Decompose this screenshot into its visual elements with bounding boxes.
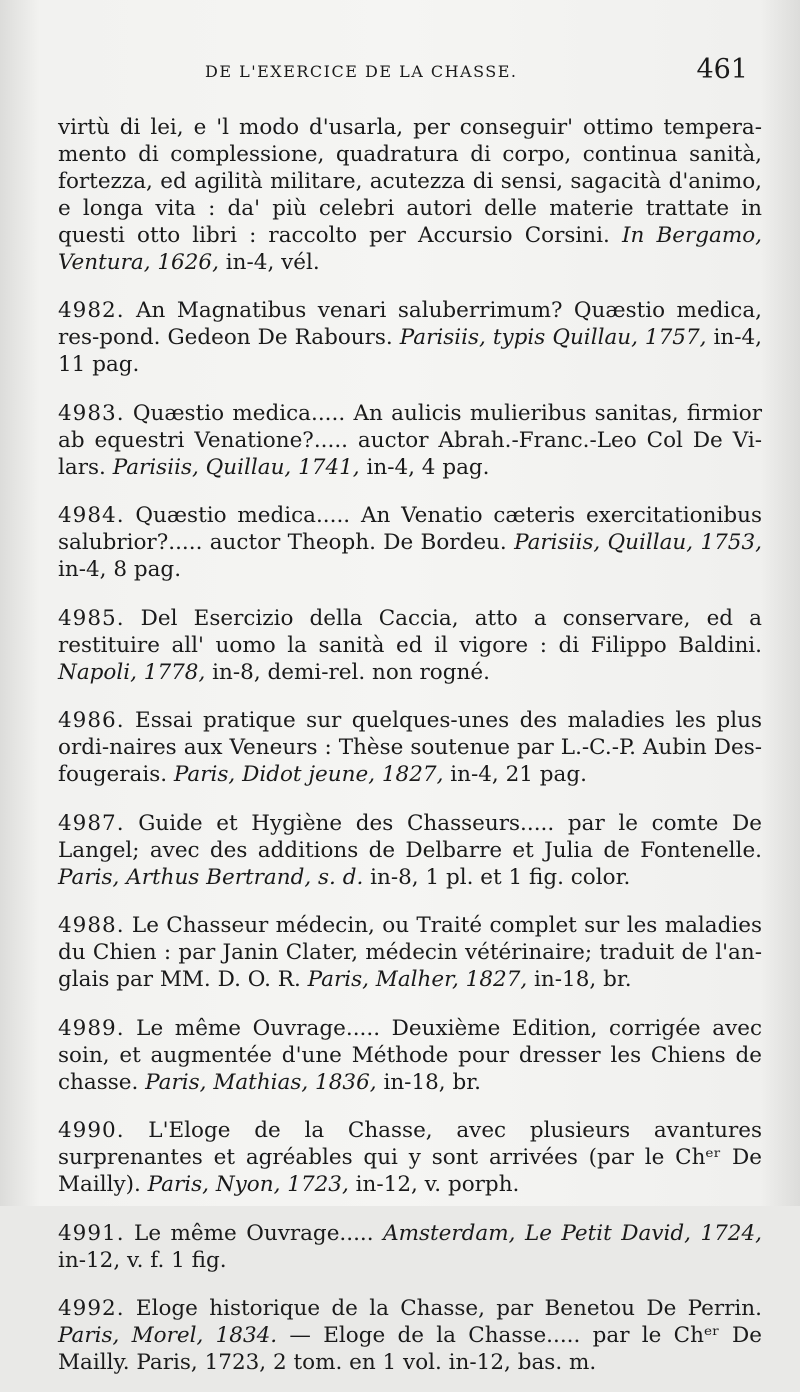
entry-tail: — Eloge de la Chasse..... par le Chᵉʳ De Mailly. Paris, 1723, 2 tom. en 1 vol. in-12, bas. m. — [58, 1323, 762, 1375]
entry-text: Guide et Hygiène des Chasseurs..... par le comte De Langel; avec des additions de Delbarre et Julia de Fontenelle. — [58, 810, 762, 863]
entry-tail: in-4, 8 pag. — [58, 557, 182, 582]
entry-imprint: Parisiis, Quillau, 1741, — [112, 454, 360, 480]
page-number: 461 — [696, 54, 748, 85]
entry-imprint: Napoli, 1778, — [58, 659, 206, 685]
entry-number: 4988. — [58, 913, 125, 938]
entry-imprint: Paris, Nyon, 1723, — [147, 1172, 349, 1197]
entry-tail: in-4, vél. — [218, 249, 320, 275]
catalogue-entry — [58, 1015, 762, 1096]
entry-imprint: Paris, Mathias, 1836, — [145, 1069, 377, 1095]
entry-number: 4984. — [58, 503, 125, 528]
entry-imprint: Amsterdam, Le Petit David, 1724, — [383, 1220, 762, 1246]
catalogue-entry — [58, 810, 762, 891]
catalogue-entry — [58, 502, 762, 583]
entry-tail: in-12, v. porph. — [348, 1172, 520, 1197]
entry-number: 4992. — [58, 1296, 125, 1321]
catalogue-entry — [58, 114, 762, 276]
entry-tail: in-4, 11 pag. — [58, 325, 762, 377]
entry-text: Le Chasseur médecin, ou Traité complet sur les maladies du Chien : par Janin Clater, médecin vétérinaire; traduit de l'an-glais par MM. D. O. R. — [58, 913, 762, 992]
entry-imprint: Paris, Morel, 1834. — [58, 1323, 278, 1348]
entry-tail: in-18, br. — [527, 967, 632, 992]
entry-text: Le même Ouvrage..... — [124, 1220, 384, 1246]
entry-number: 4987. — [58, 810, 125, 836]
entry-text: Del Esercizio della Caccia, atto a conservare, ed a restituire all' uomo la sanità ed il vigore : di Filippo Baldini. — [58, 605, 762, 658]
entry-text: virtù di lei, e 'l modo d'usarla, per conseguir' ottimo tempera-mento di complessione, quadratura di corpo, continua sanità, fortezza, ed agilità militare, acutezza di sensi, sagacità d'animo, e longa vita : da' più celebri autori delle materie trattate in questi otto libri : raccolto per Accursio Corsini. — [58, 114, 762, 248]
entry-imprint: In Bergamo, Ventura, 1626, — [58, 222, 762, 275]
catalogue-entry — [58, 1220, 762, 1274]
entry-text: Quæstio medica..... An aulicis mulieribus sanitas, firmior ab equestri Venatione?..... auctor Abrah.-Franc.-Leo Col De Vi-lars. — [58, 400, 762, 480]
entry-text: Eloge historique de la Chasse, par Benetou De Perrin. — [124, 1296, 762, 1321]
entry-number: 4982. — [58, 298, 125, 323]
entry-imprint: Paris, Arthus Bertrand, s. d. — [58, 864, 364, 890]
entry-tail: in-12, v. f. 1 fig. — [58, 1247, 227, 1273]
entry-text: Le même Ouvrage..... Deuxième Edition, corrigée avec soin, et augmentée d'une Méthode pour dresser les Chiens de chasse. — [58, 1015, 762, 1095]
entry-imprint: Parisiis, Quillau, 1753, — [514, 530, 762, 555]
entry-number: 4983. — [58, 400, 125, 426]
catalogue-entry — [58, 1295, 762, 1376]
entry-text: L'Eloge de la Chasse, avec plusieurs avantures surprenantes et agréables qui y sont arrivées (par le Chᵉʳ De Mailly). — [58, 1118, 762, 1197]
running-title: DE L'EXERCICE DE LA CHASSE. — [205, 62, 518, 81]
catalogue-entry — [58, 912, 762, 993]
entry-number: 4986. — [58, 708, 125, 733]
catalogue-entry — [58, 605, 762, 686]
entry-tail: in-4, 21 pag. — [443, 762, 587, 787]
catalogue-entry — [58, 707, 762, 788]
running-head — [0, 54, 800, 88]
entry-tail: in-8, demi-rel. non rogné. — [205, 659, 490, 685]
entry-number: 4991. — [58, 1220, 125, 1246]
entry-tail: in-8, 1 pl. et 1 fig. color. — [363, 864, 631, 890]
entry-tail: in-4, 4 pag. — [359, 454, 490, 480]
entry-imprint: Paris, Didot jeune, 1827, — [173, 762, 444, 787]
entry-text: Quæstio medica..... An Venatio cæteris exercitationibus salubrior?..... auctor Theoph. De Bordeu. — [58, 503, 762, 555]
entry-tail: in-18, br. — [376, 1069, 481, 1095]
catalogue-body — [58, 92, 762, 1392]
entry-number: 4989. — [58, 1015, 125, 1041]
entry-text: Essai pratique sur quelques-unes des maladies les plus ordi-naires aux Veneurs : Thèse soutenue par L.-C.-P. Aubin Des-fougerais. — [58, 708, 762, 787]
catalogue-entry — [58, 1117, 762, 1198]
entry-imprint: Parisiis, typis Quillau, 1757, — [399, 325, 707, 350]
catalogue-entry — [58, 400, 762, 481]
entry-number: 4990. — [58, 1118, 125, 1143]
entry-text: An Magnatibus venari saluberrimum? Quæstio medica, res-pond. Gedeon De Rabours. — [58, 298, 762, 350]
catalogue-entry — [58, 297, 762, 378]
entry-number: 4985. — [58, 605, 125, 631]
entry-imprint: Paris, Malher, 1827, — [307, 967, 528, 992]
